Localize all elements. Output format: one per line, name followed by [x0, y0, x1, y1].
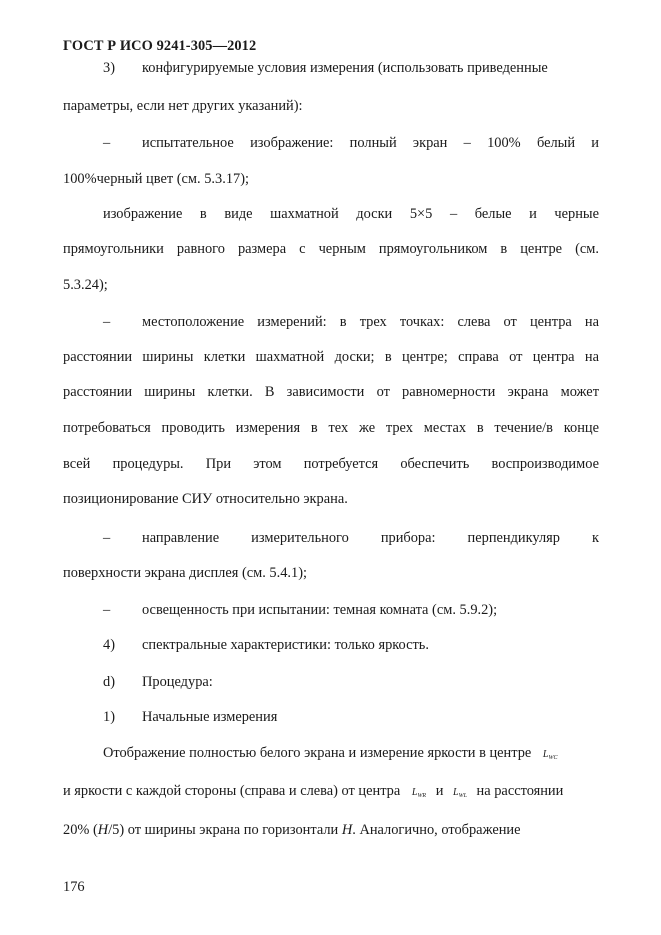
list-item-text: спектральные характеристики: только яркость. — [142, 637, 429, 653]
paragraph-line: 5.3.24); — [63, 277, 108, 293]
list-dash: – — [103, 602, 111, 618]
section-title: Процедура: — [142, 674, 213, 690]
paragraph-line: расстоянии ширины клетки. В зависимости от равномерности экрана может — [63, 384, 599, 400]
page-number: 176 — [63, 879, 85, 895]
list-label: d) — [103, 674, 115, 690]
paragraph-line: параметры, если нет других указаний): — [63, 98, 303, 114]
list-item-text: освещенность при испытании: темная комната (см. 5.9.2); — [142, 602, 498, 618]
paragraph-line: потребоваться проводить измерения в тех же трех местах в течение/в конце — [63, 420, 599, 436]
list-item-text: местоположение измерений: в трех точках: слева от центра на — [142, 314, 599, 330]
list-dash: – — [103, 135, 111, 151]
luminance-symbol-wc: $L_{WC}$ — [542, 749, 558, 761]
list-label: 4) — [103, 637, 115, 653]
list-label: 1) — [103, 709, 115, 725]
paragraph-line: расстоянии ширины клетки шахматной доски; в центре; справа от центра на — [63, 349, 599, 365]
luminance-symbol-wr: $L_{WR}$ — [411, 787, 427, 799]
paragraph-line: позиционирование СИУ относительно экрана. — [63, 491, 348, 507]
paragraph-line: поверхности экрана дисплея (см. 5.4.1); — [63, 565, 308, 581]
paragraph-line: прямоугольники равного размера с черным прямоугольником в центре (см. — [63, 241, 599, 257]
paragraph-line: 100%черный цвет (см. 5.3.17); — [63, 171, 249, 187]
list-item-text: конфигурируемые условия измерения (использовать приведенные — [142, 60, 548, 76]
list-dash: – — [103, 314, 111, 330]
luminance-symbol-wl: $L_{WL}$ — [453, 787, 467, 799]
list-item-text: испытательное изображение: полный экран – 100% белый и — [142, 135, 599, 151]
list-label: 3) — [103, 60, 115, 76]
paragraph-line: всей процедуры. При этом потребуется обеспечить воспроизводимое — [63, 456, 599, 472]
list-item-text: направление измерительного прибора: перпендикуляр к — [142, 530, 599, 546]
paragraph-line: Отображение полностью белого экрана и измерение яркости в центре $L_{WC}$ — [103, 745, 558, 761]
list-dash: – — [103, 530, 111, 546]
paragraph-line: изображение в виде шахматной доски 5×5 – белые и черные — [103, 206, 599, 222]
paragraph-line: 20% (H/5) от ширины экрана по горизонтали H. Аналогично, отображение — [63, 822, 521, 838]
subsection-title: Начальные измерения — [142, 709, 278, 725]
document-header: ГОСТ Р ИСО 9241-305—2012 — [63, 38, 257, 54]
paragraph-line: и яркости с каждой стороны (справа и слева) от центра $L_{WR}$ и $L_{WL}$ на расстоянии — [63, 783, 564, 799]
